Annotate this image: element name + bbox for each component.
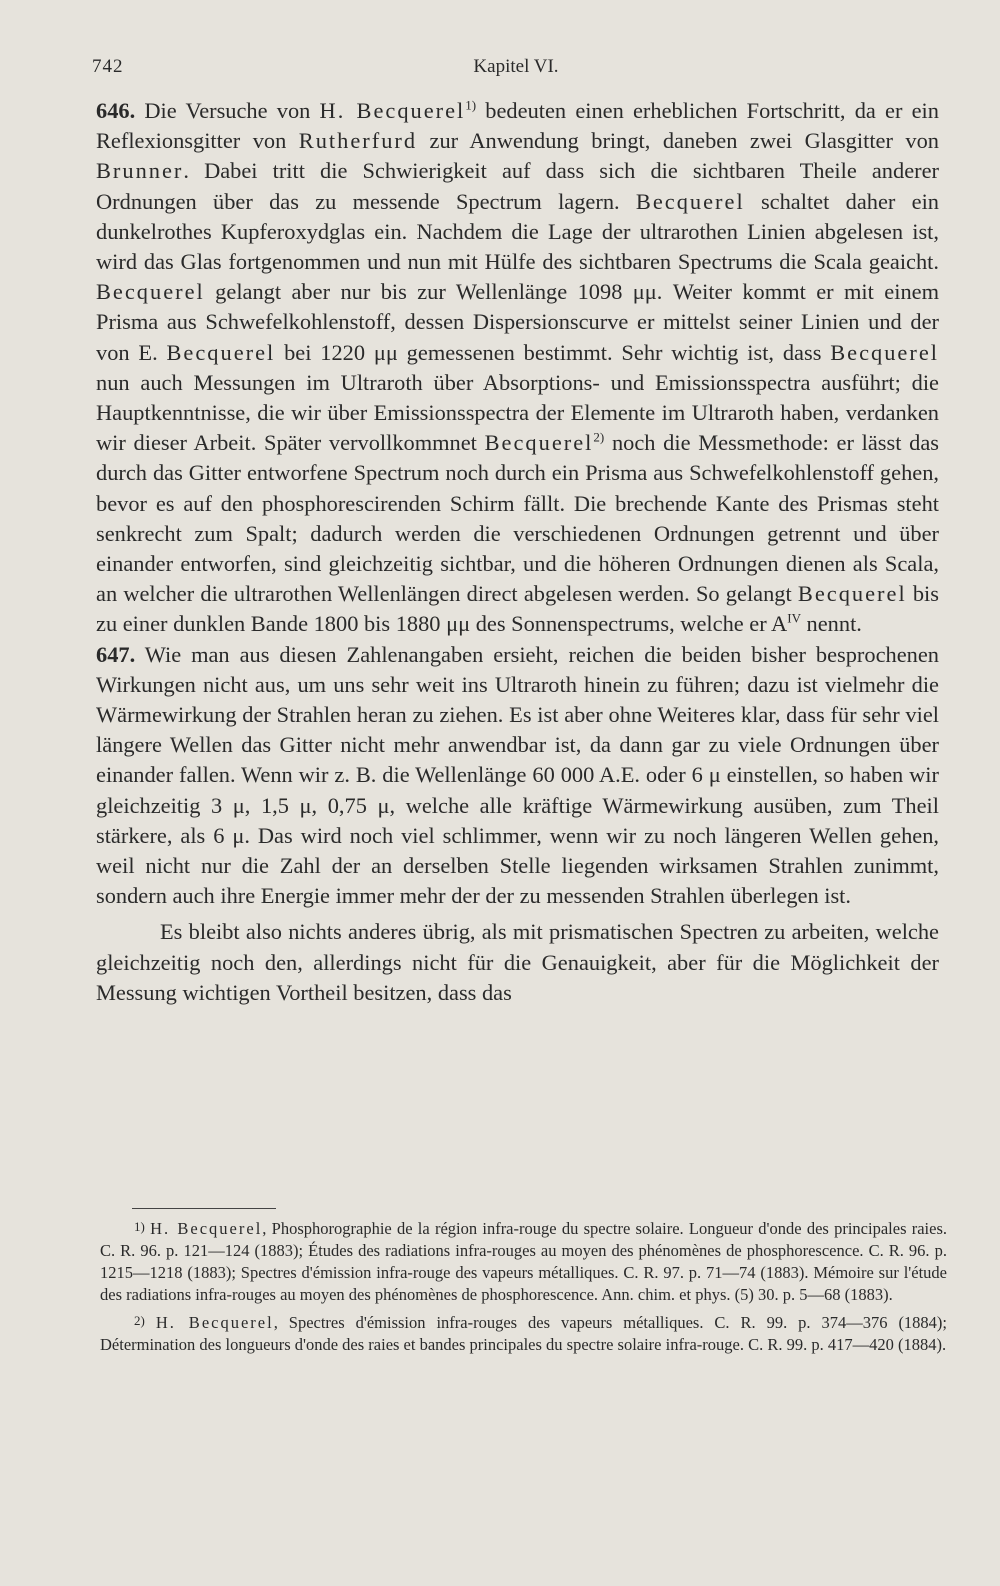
section-number: 646. [96,98,136,123]
text-run: . Dabei tritt die Schwierigkeit auf dass sich die sichtbaren Theile anderer Ordnungen über das zu messende Spectrum lagern. [96,158,939,214]
footnote-author: H. Becquerel [150,1219,263,1238]
footnote-text: , Spectres d'émission infra-rouges des vapeurs métalliques. C. R. 99. p. 374—376 (1884); Détermination des longueurs d'onde des raies et bandes principales du spectre solaire infra-rouge. C. R. 99. p. 417—420 (1884). [100,1313,948,1354]
author-name: Becquerel [96,279,205,305]
footnote-number: 1) [134,1219,145,1234]
paragraph: Es bleibt also nichts anderes übrig, als mit prismatischen Spectren zu arbeiten, welche gleichzeitig noch den, allerdings nicht für die Genauigkeit, aber für die Möglichkeit der Messung wichtigen Vortheil besitzen, dass das [96,919,939,1005]
text-run: bei 1220 μμ gemessenen bestimmt. Sehr wichtig ist, dass [275,339,831,365]
text-run: nun auch Messungen im Ultraroth über Absorptions- und Emissionsspectra ausführt; die Hauptkenntnisse, die wir über Emissionsspectra der Elemente im Ultraroth haben, verdanken wir dieser Arbeit. Später vervollkommnet [96,369,939,456]
text-run: noch die Messmethode: er lässt das durch das Gitter entworfene Spectrum noch durch ein Prisma aus Schwefelkohlenstoff gehen, bevor es auf den phosphorescirenden Schirm fällt. Die brechende Kante des Prismas steht senkrecht zum Spalt; dadurch werden die verschiedenen Ordnungen getrennt und über einander entworfen, sind gleichzeitig sichtbar, und die höheren Ordnungen dienen als Scala, an welcher die ultrarothen Wellenlängen direct abgelesen werden. So gelangt [96,430,940,607]
footnote-author: H. Becquerel [155,1313,274,1332]
footnote-divider [132,1208,276,1209]
footnote-text: , Phosphorographie de la région infra-rouge du spectre solaire. Longueur d'onde des principales raies. C. R. 96. p. 121—124 (1883); Études des radiations infra-rouges au moyen des phénomènes de phosphorescence. C. R. 96. p. 1215—1218 (1883); Spectres d'émission infra-rouge des vapeurs métalliques. C. R. 97. p. 71—74 (1883). Mémoire sur l'étude des radiations infra-rouges au moyen des phénomènes de phosphorescence. Ann. chim. et phys. (5) 30. p. 5—68 (1883). [100,1219,948,1304]
footnotes [100,1216,947,1360]
author-name: Rutherfurd [298,128,418,154]
author-name: H. Becquerel [319,98,466,123]
section-646-paragraph [96,96,939,640]
text-run: bedeuten einen erheblichen Fortschritt, da er ein Reflexionsgitter von [96,98,939,154]
page-number: 742 [92,56,124,77]
footnote-ref: 2) [593,429,605,445]
author-name: Brunner [96,158,184,184]
section-647-paragraph [96,640,939,912]
text-run: nennt. [800,611,862,637]
section-number: 647. [96,641,136,667]
author-name: Becquerel [635,188,745,214]
author-name: Becquerel [166,339,276,365]
main-text [96,96,939,1008]
text-run: schaltet daher ein dunkelrothes Kupferoxydglas ein. Nachdem die Lage der ultrarothen Linien abgelesen ist, wird das Glas fortgenommen und nun mit Hülfe des sichtbaren Spectrums die Scala geaicht. [96,188,939,275]
text-run: Wie man aus diesen Zahlenangaben ersieht, reichen die beiden bisher besprochenen Wirkungen nicht aus, um uns sehr weit ins Ultraroth hinein zu führen; dazu ist vielmehr die Wärmewirkung der Strahlen heran zu ziehen. Es ist aber ohne Weiteres klar, dass für sehr viel längere Wellen das Gitter nicht mehr anwendbar ist, da dann gar zu viele Ordnungen über einander fallen. Wenn wir z. B. die Wellenlänge 60 000 A.E. oder 6 μ einstellen, so haben wir gleichzeitig 3 μ, 1,5 μ, 0,75 μ, welche alle kräftige Wärmewirkung ausüben, zum Theil stärkere, als 6 μ. Das wird noch viel schlimmer, wenn wir zu noch längeren Wellen gehen, weil nicht nur die Zahl der an derselben Stelle liegenden wirksamen Strahlen zunimmt, sondern auch ihre Energie immer mehr der der zu messenden Strahlen überlegen ist. [96,641,939,909]
running-head: Kapitel VI. [473,56,559,77]
footnote [100,1310,947,1356]
footnote-ref: 1) [465,97,477,113]
author-name: Becquerel [830,339,939,365]
text-run: gelangt aber nur bis zur Wellenlänge 1098 μμ. Weiter kommt er mit einem Prisma aus Schwefelkohlenstoff, dessen Dispersionscurve er mittelst seiner Linien und der von E. [96,279,939,365]
text-run: bis zu einer dunklen Bande 1800 bis 1880 μμ des Sonnenspectrums, welche er A [96,581,939,637]
superscript: IV [787,610,801,626]
author-name: Becquerel [797,581,907,607]
text-run: Die Versuche von [144,98,320,123]
footnote [100,1216,947,1306]
page-header [92,56,940,86]
footnote-number: 2) [134,1313,145,1328]
author-name: Becquerel [484,430,594,456]
text-run: zur Anwendung bringt, daneben zwei Glasgitter von [417,128,939,154]
